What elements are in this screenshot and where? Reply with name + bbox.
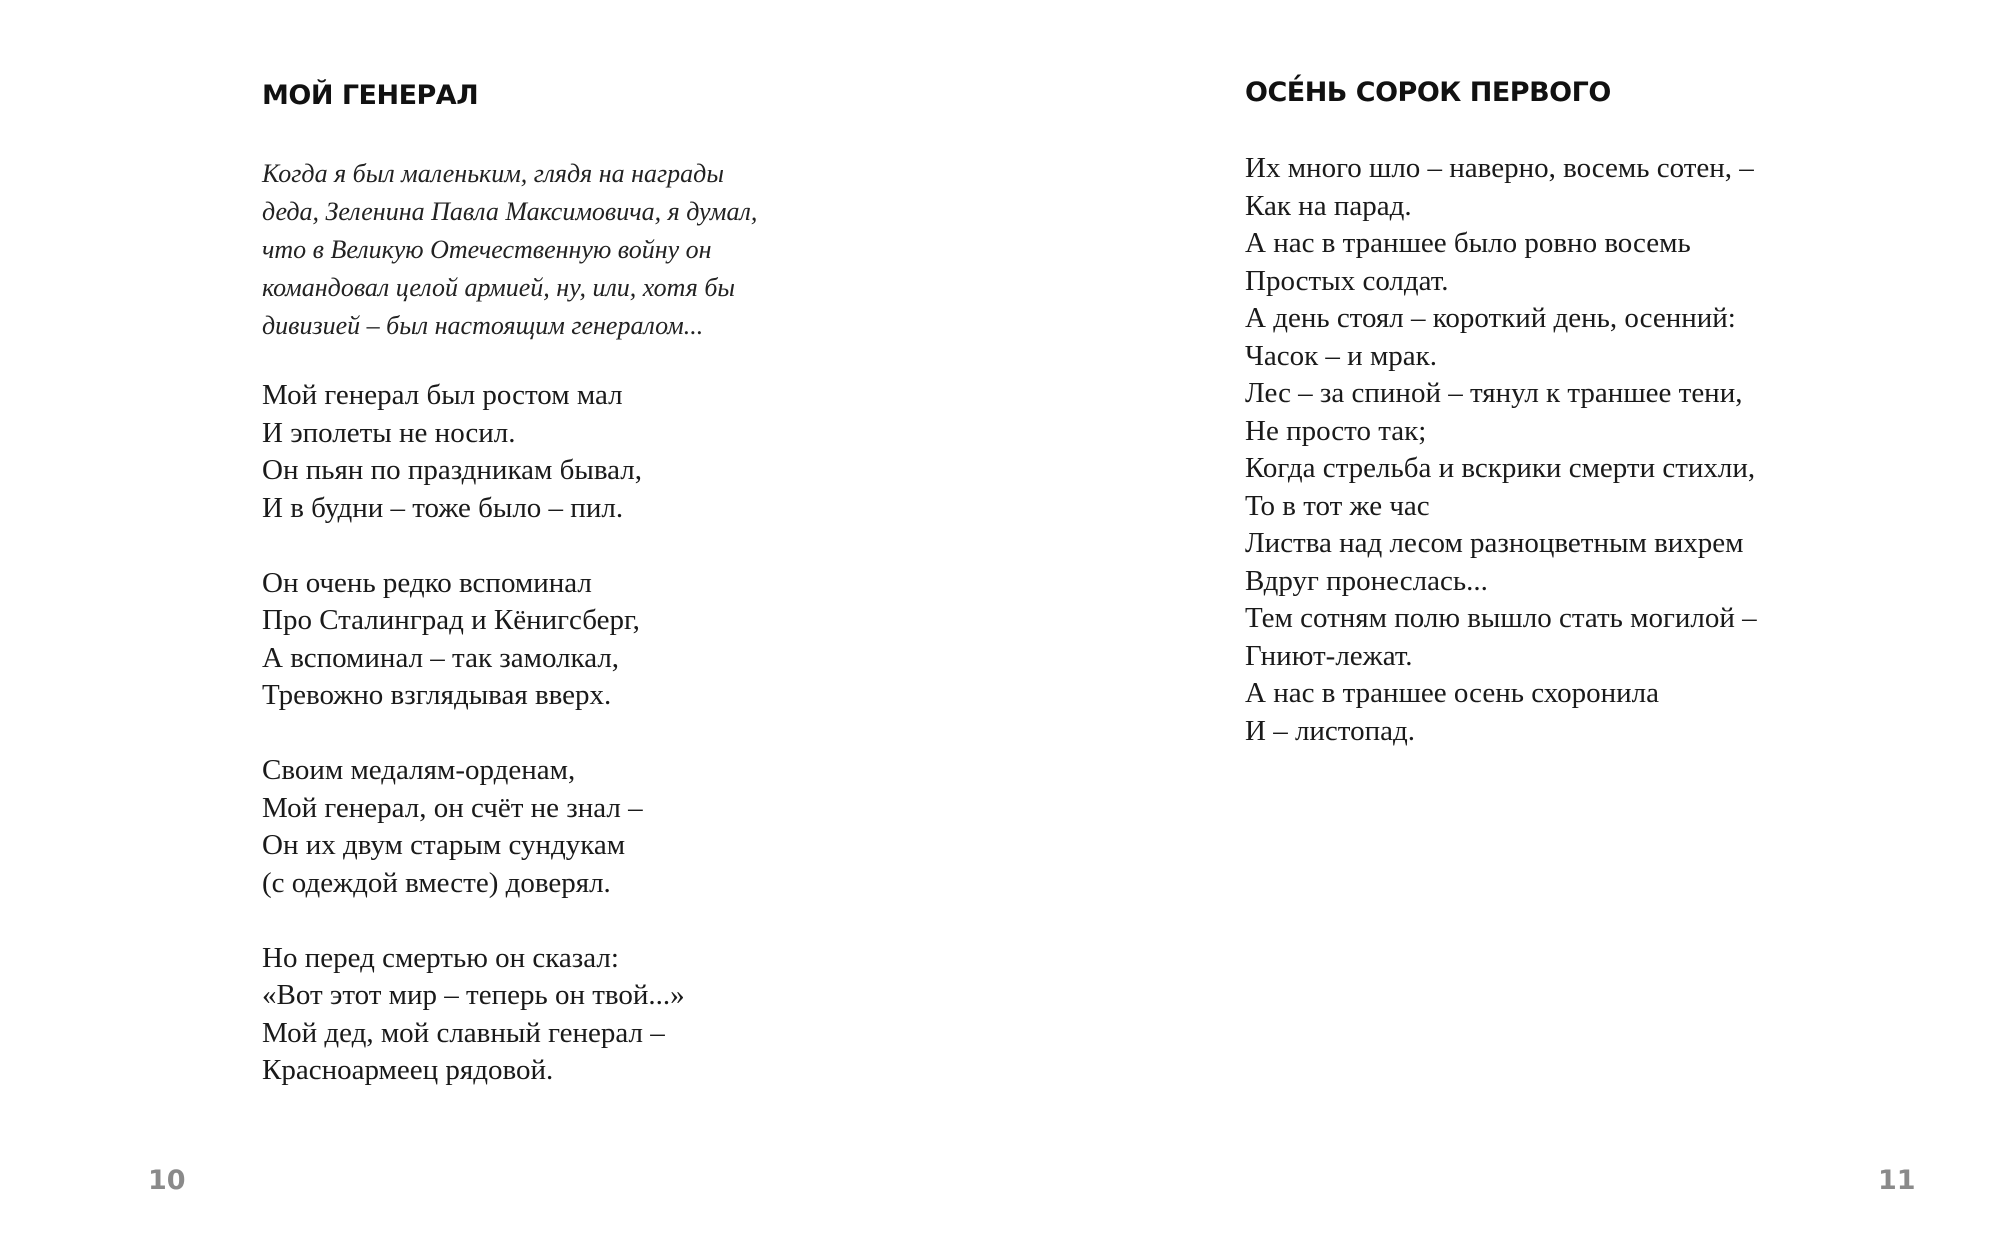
poem-line: Не просто так; [1245,414,1427,447]
poem-line: Вдруг пронеслась... [1245,564,1488,597]
poem-line: Он очень редко вспоминал [262,566,592,599]
poem-line: А нас в траншее осень схоронила [1245,677,1659,709]
poem-line: Он пьян по праздникам бывал, [262,454,642,486]
epigraph [262,155,862,345]
poem-line: Тем сотням полю вышло стать могилой – [1245,602,1757,634]
poem-line: А нас в траншее было ровно восемь [1245,227,1691,259]
stanza-3 [262,752,685,902]
page-number-left: 10 [148,1165,186,1196]
poem-line: Мой генерал был ростом мал [262,379,623,411]
poem-line: Листва над лесом разноцветным вихрем [1245,527,1744,559]
poem-line: Гниют-лежат. [1245,639,1413,672]
poem-line: И эполеты не носил. [262,416,516,449]
poem-line: Часок – и мрак. [1245,339,1438,372]
poem-line: А день стоял – короткий день, осенний: [1245,302,1736,334]
poem-line: Мой дед, мой славный генерал – [262,1016,665,1049]
poem-line: Как на парад. [1245,189,1412,222]
poem-line: Но перед смертью он сказал: [262,941,619,974]
poem-line: Тревожно взглядывая вверх. [262,679,612,711]
poem-line: Про Сталинград и Кёнигсберг, [262,604,640,636]
poem-body-osen-sorok-pervogo [1245,150,1757,750]
poem-line: «Вот этот мир – теперь он твой...» [262,979,685,1011]
poem-line: И в будни – тоже было – пил. [262,491,624,524]
poem-line: (с одеждой вместе) доверял. [262,866,611,899]
poem-line: Их много шло – наверно, восемь сотен, – [1245,152,1754,184]
poem-line: Лес – за спиной – тянул к траншее тени, [1245,377,1743,409]
poem-title-osen-sorok-pervogo: ОСЕ́НЬ СОРОК ПЕРВОГО [1245,77,1611,108]
poem-line: То в тот же час [1245,489,1430,522]
right-page [1000,0,2000,1247]
poem-line: Красноармеец рядовой. [262,1054,554,1086]
stanza-2 [262,565,685,715]
poem-line: Мой генерал, он счёт не знал – [262,791,643,824]
epigraph-line: Когда я был маленьким, глядя на награды [262,159,724,188]
epigraph-line: дивизией – был настоящим генералом... [262,311,704,340]
poem-body-moy-general [262,377,685,1090]
stanza-1 [262,377,685,527]
poem-line: Когда стрельба и вскрики смерти стихли, [1245,452,1756,484]
poem-title-moy-general: МОЙ ГЕНЕРАЛ [262,80,479,111]
stanza-4 [262,940,685,1090]
poem-line: Своим медалям-орденам, [262,754,576,786]
poem-line: Простых солдат. [1245,264,1449,297]
poem-line: И – листопад. [1245,714,1415,747]
poem-line: А вспоминал – так замолкал, [262,641,620,674]
page-number-right: 11 [1878,1165,1916,1196]
epigraph-line: командовал целой армией, ну, или, хотя бы [262,273,736,302]
epigraph-line: деда, Зеленина Павла Максимовича, я думал, [262,197,758,226]
epigraph-line: что в Великую Отечественную войну он [262,235,712,264]
poem-line: Он их двум старым сундукам [262,829,626,861]
